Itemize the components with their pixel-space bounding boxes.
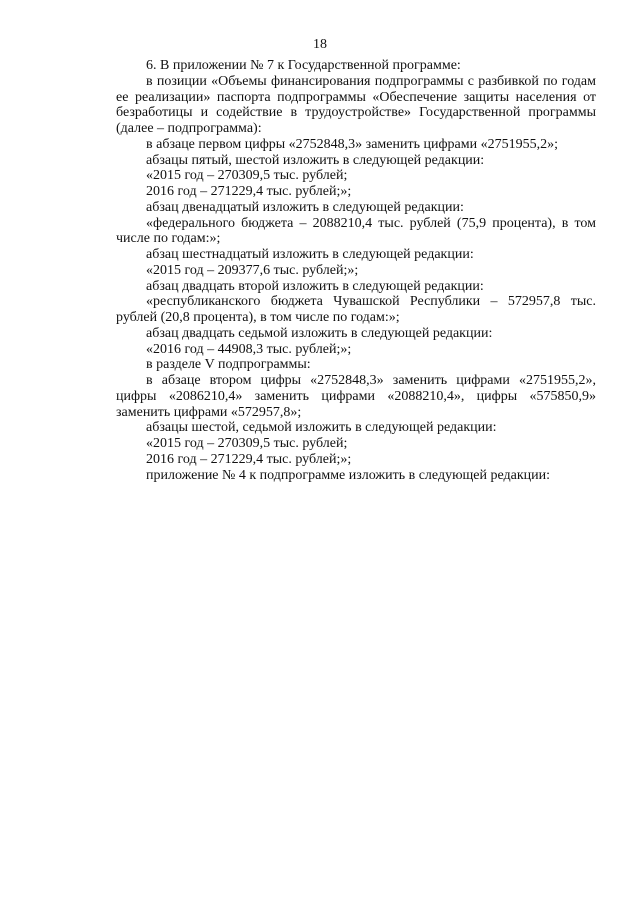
paragraph-appendix-4: приложение № 4 к подпрограмме изложить в следующей редакции: bbox=[146, 467, 551, 483]
paragraph-2016-section-v: 2016 год – 271229,4 тыс. рублей;»; bbox=[146, 451, 352, 467]
paragraph-twenty-second-abzac: абзац двадцать второй изложить в следующей редакции: bbox=[146, 278, 484, 294]
document-body bbox=[116, 58, 596, 483]
paragraph-2016-republican: «2016 год – 44908,3 тыс. рублей;»; bbox=[146, 341, 352, 357]
paragraph-section-6-heading: 6. В приложении № 7 к Государственной программе: bbox=[146, 58, 461, 73]
paragraph-federal-budget: «федерального бюджета – 2088210,4 тыс. рублей (75,9 процента), в том числе по годам:»; bbox=[116, 215, 596, 247]
page-number: 18 bbox=[313, 37, 327, 52]
paragraph-2016-amount: 2016 год – 271229,4 тыс. рублей;»; bbox=[146, 184, 352, 199]
paragraph-first-abzac: в абзаце первом цифры «2752848,3» заменить цифрами «2751955,2»; bbox=[146, 136, 558, 152]
paragraph-2015-section-v: «2015 год – 270309,5 тыс. рублей; bbox=[146, 436, 348, 451]
paragraph-republican-budget: «республиканского бюджета Чувашской Республики – 572957,8 тыс. рублей (20,8 процента), в том числе по годам:»; bbox=[116, 294, 596, 325]
paragraph-sixteenth-abzac: абзац шестнадцатый изложить в следующей редакции: bbox=[146, 247, 474, 262]
paragraph-fifth-sixth-abzac: абзацы пятый, шестой изложить в следующей редакции: bbox=[146, 152, 485, 168]
paragraph-2015-amount: «2015 год – 270309,5 тыс. рублей; bbox=[146, 168, 348, 184]
paragraph-second-abzac-replace: в абзаце втором цифры «2752848,3» заменить цифрами «2751955,2», цифры «2086210,4» заменить цифрами «2088210,4», цифры «575850,9» заменить цифрами «572957,8»; bbox=[116, 373, 596, 420]
paragraph-funding-position: в позиции «Объемы финансирования подпрограммы с разбивкой по годам ее реализации» паспорта подпрограммы «Обеспечение защиты населения от безработицы и содействие в трудоустройстве» Государственной программы (далее – подпрограмма): bbox=[116, 73, 596, 136]
paragraph-2015-federal: «2015 год – 209377,6 тыс. рублей;»; bbox=[146, 262, 359, 278]
paragraph-twenty-seventh-abzac: абзац двадцать седьмой изложить в следующей редакции: bbox=[146, 325, 493, 341]
paragraph-sixth-seventh-abzac: абзацы шестой, седьмой изложить в следующей редакции: bbox=[146, 420, 497, 436]
paragraph-section-v: в разделе V подпрограммы: bbox=[146, 357, 311, 373]
paragraph-twelfth-abzac: абзац двенадцатый изложить в следующей редакции: bbox=[146, 199, 464, 215]
